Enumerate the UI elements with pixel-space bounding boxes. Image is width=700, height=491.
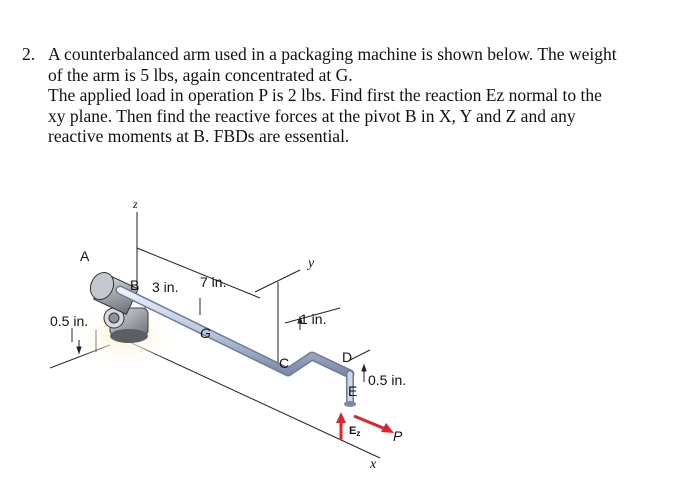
problem-number: 2. bbox=[22, 44, 36, 64]
problem-line-3: The applied load in operation P is 2 lbs. Find first the reaction Ez normal to the bbox=[48, 85, 602, 105]
dim-05in-left: 0.5 in. bbox=[50, 313, 89, 329]
dim-3in: 3 in. bbox=[152, 279, 179, 295]
problem-text bbox=[48, 44, 682, 147]
label-a: A bbox=[80, 248, 90, 264]
axis-z-label: z bbox=[133, 197, 138, 211]
label-p: P bbox=[393, 428, 403, 444]
label-e: E bbox=[348, 383, 358, 399]
axis-x-label: x bbox=[370, 457, 377, 472]
counterbalanced-arm-figure bbox=[50, 190, 470, 490]
label-b: B bbox=[130, 277, 140, 293]
problem-line-5: reactive moments at B. FBDs are essential. bbox=[48, 126, 350, 146]
label-c: C bbox=[279, 355, 290, 371]
label-ez: Ez bbox=[349, 425, 361, 438]
half-inch-line bbox=[350, 350, 370, 360]
problem-line-4: xy plane. Then find the reactive forces at the pivot B in X, Y and Z and any bbox=[48, 105, 576, 126]
label-d: D bbox=[342, 349, 353, 365]
problem-line-2: of the arm is 5 lbs, again concentrated at G. bbox=[48, 64, 353, 85]
dim-7in: 7 in. bbox=[200, 274, 227, 290]
label-g: G bbox=[200, 325, 211, 341]
problem-statement bbox=[22, 44, 682, 147]
axis-y-label: y bbox=[308, 256, 315, 271]
dim-1in: 1 in. bbox=[300, 311, 327, 327]
reaction-ez-arrow bbox=[336, 412, 346, 440]
dim-05in-right: 0.5 in. bbox=[368, 372, 407, 388]
problem-line-1: A counterbalanced arm used in a packaging machine is shown below. The weight bbox=[48, 44, 617, 64]
